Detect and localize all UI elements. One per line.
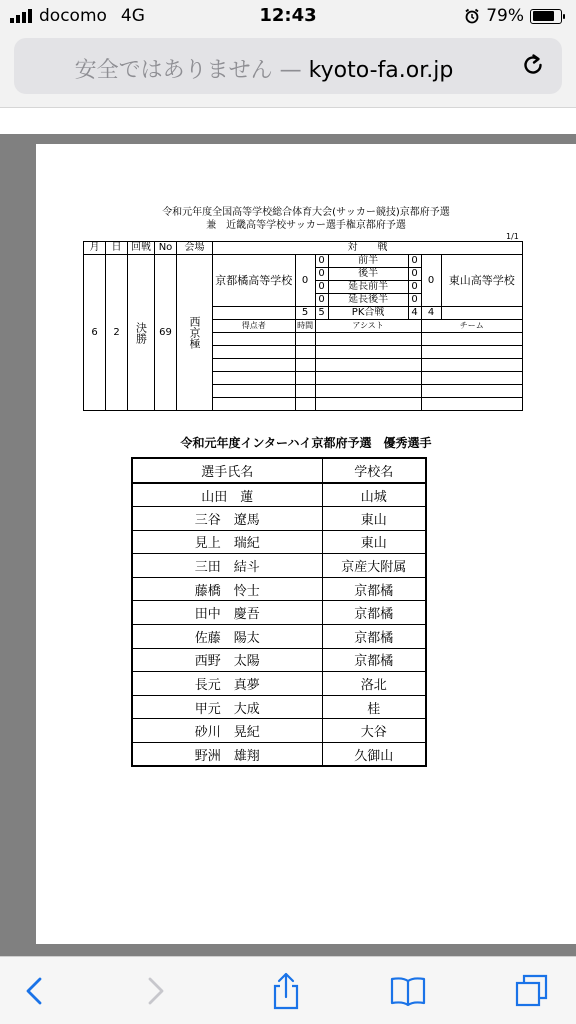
award-row — [132, 554, 426, 578]
home-total: 0 — [295, 255, 315, 307]
player-name: 田中 慶吾 — [132, 601, 322, 625]
player-name: 甲元 大成 — [132, 695, 322, 719]
player-school: 京都橘 — [322, 625, 426, 649]
player-school: 京都橘 — [322, 648, 426, 672]
player-school: 東山 — [322, 507, 426, 531]
award-row — [132, 577, 426, 601]
match-month: 6 — [84, 255, 106, 411]
carrier-label: docomo — [39, 6, 107, 26]
player-name: 砂川 晃紀 — [132, 719, 322, 743]
award-row — [132, 483, 426, 507]
home-period-3: 0 — [315, 281, 328, 294]
match-day: 2 — [106, 255, 128, 411]
away-total: 0 — [421, 255, 441, 307]
player-name: 佐藤 陽太 — [132, 625, 322, 649]
period-3-label: 延長前半 — [328, 281, 408, 294]
away-period-2: 0 — [408, 268, 421, 281]
player-name: 三谷 遼馬 — [132, 507, 322, 531]
award-row — [132, 672, 426, 696]
tabs-icon[interactable] — [512, 971, 552, 1011]
award-row — [132, 743, 426, 767]
browser-toolbar — [0, 956, 576, 1024]
match-result-table — [83, 241, 523, 411]
match-venue: 西京極 — [177, 255, 213, 411]
page-number: 1/1 — [506, 232, 519, 241]
header-day: 日 — [106, 242, 128, 255]
header-venue: 会場 — [177, 242, 213, 255]
award-row — [132, 648, 426, 672]
url-domain: kyoto-fa.or.jp — [308, 58, 454, 83]
header-match: 対 戦 — [213, 242, 523, 255]
player-school: 山城 — [322, 483, 426, 507]
header-month: 月 — [84, 242, 106, 255]
home-period-1: 0 — [315, 255, 328, 268]
match-round: 決勝 — [128, 255, 155, 411]
header-no: No — [155, 242, 177, 255]
award-row — [132, 601, 426, 625]
away-team: 東山高等学校 — [441, 255, 522, 307]
player-name: 山田 蓮 — [132, 483, 322, 507]
award-title: 令和元年度インターハイ京都府予選 優秀選手 — [180, 436, 432, 450]
address-bar-area — [0, 34, 576, 108]
reload-icon[interactable] — [520, 52, 546, 78]
period-4-label: 延長後半 — [328, 294, 408, 307]
player-school: 大谷 — [322, 719, 426, 743]
player-school: 洛北 — [322, 672, 426, 696]
bookmarks-icon[interactable] — [388, 971, 428, 1011]
home-pk-b: 5 — [315, 307, 328, 320]
web-viewport[interactable] — [0, 108, 576, 956]
status-bar — [0, 0, 576, 34]
home-period-4: 0 — [315, 294, 328, 307]
away-period-1: 0 — [408, 255, 421, 268]
award-row — [132, 625, 426, 649]
player-school: 京都橘 — [322, 601, 426, 625]
player-school: 京産大附属 — [322, 554, 426, 578]
player-name: 藤橋 怜士 — [132, 577, 322, 601]
battery-icon — [530, 9, 562, 24]
header-scorer: 得点者 — [213, 320, 296, 333]
away-period-4: 0 — [408, 294, 421, 307]
period-1-label: 前半 — [328, 255, 408, 268]
share-icon[interactable] — [266, 971, 306, 1011]
player-school: 東山 — [322, 530, 426, 554]
header-player-name: 選手氏名 — [132, 458, 322, 483]
insecure-label: 安全ではありません — — [74, 58, 302, 83]
alarm-icon — [464, 8, 480, 24]
player-school: 桂 — [322, 695, 426, 719]
award-row — [132, 719, 426, 743]
player-name: 長元 真夢 — [132, 672, 322, 696]
player-school: 久御山 — [322, 743, 426, 767]
url-text[interactable] — [14, 53, 514, 84]
address-bar[interactable] — [14, 38, 562, 94]
back-icon[interactable] — [14, 971, 54, 1011]
player-name: 見上 瑞紀 — [132, 530, 322, 554]
document-title — [36, 206, 576, 232]
away-pk-a: 4 — [408, 307, 421, 320]
award-row — [132, 507, 426, 531]
header-team: チーム — [421, 320, 522, 333]
pdf-page — [36, 144, 576, 944]
match-no: 69 — [155, 255, 177, 411]
player-school: 京都橘 — [322, 577, 426, 601]
header-school-name: 学校名 — [322, 458, 426, 483]
award-table — [131, 457, 427, 767]
header-round: 回戦 — [128, 242, 155, 255]
player-name: 西野 太陽 — [132, 648, 322, 672]
home-team: 京都橘高等学校 — [213, 255, 296, 307]
award-row — [132, 530, 426, 554]
clock: 12:43 — [259, 5, 317, 26]
award-row — [132, 695, 426, 719]
player-name: 三田 結斗 — [132, 554, 322, 578]
away-pk-b: 4 — [421, 307, 441, 320]
title-line-2: 兼 近畿高等学校サッカー選手権京都府予選 — [206, 220, 406, 231]
pk-label: PK合戦 — [328, 307, 408, 320]
home-period-2: 0 — [315, 268, 328, 281]
header-time: 時間 — [295, 320, 315, 333]
period-2-label: 後半 — [328, 268, 408, 281]
title-line-1: 令和元年度全国高等学校総合体育大会(サッカー競技)京都府予選 — [162, 207, 450, 218]
forward-icon — [136, 971, 176, 1011]
network-label: 4G — [120, 6, 145, 26]
battery-percent: 79% — [486, 6, 524, 26]
header-assist: アシスト — [315, 320, 421, 333]
away-period-3: 0 — [408, 281, 421, 294]
home-pk-a: 5 — [295, 307, 315, 320]
player-name: 野洲 雄翔 — [132, 743, 322, 767]
